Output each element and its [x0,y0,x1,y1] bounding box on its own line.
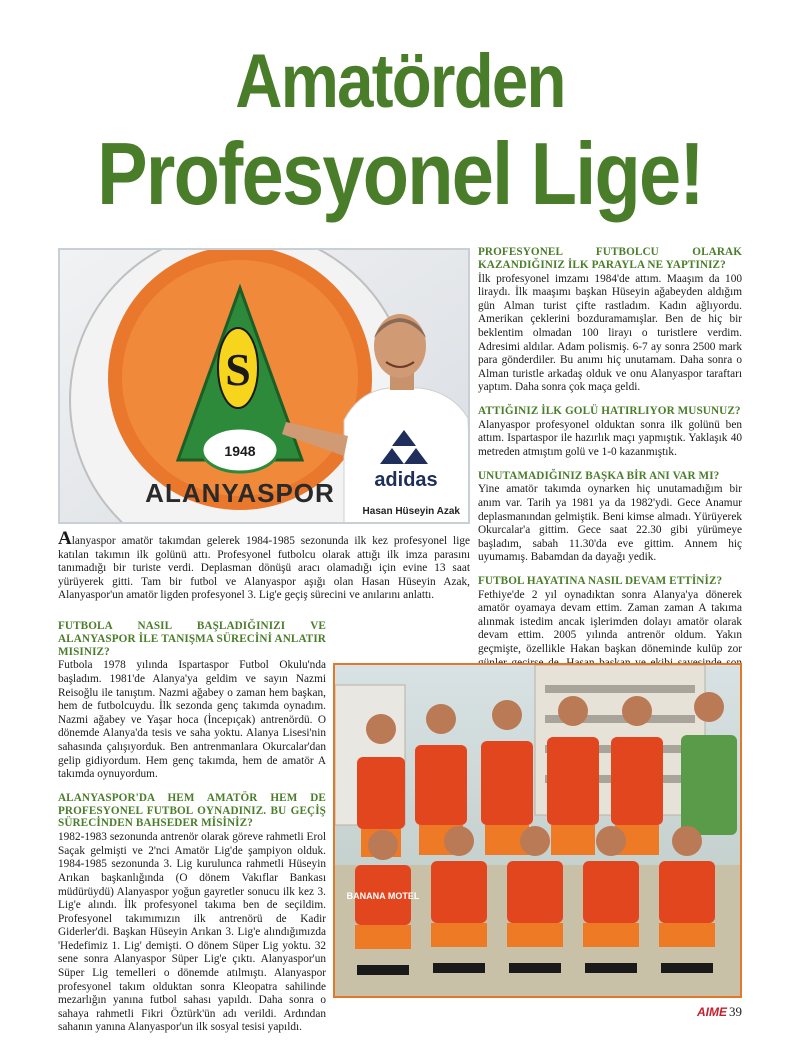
intro-paragraph [58,528,470,603]
photo-team [333,663,742,998]
shirt-brand-text: adidas [374,469,438,491]
magazine-logo: AIME [697,1005,727,1019]
page-title-line-2: Profesyonel Lige! [97,124,703,223]
page-footer [697,1004,742,1020]
section-heading: UNUTAMADIĞINIZ BAŞKA BİR ANI VAR MI? [478,469,720,482]
section-heading: FUTBOL HAYATINA NASIL DEVAM ETTİNİZ? [478,574,723,587]
crest-letter: S [225,344,251,395]
man-shirt [344,388,470,524]
section-body: 1982-1983 sezonunda antrenör olarak göreve rahmetli Erol Saçak gelmişti ve 2'nci Amatör Lig'de şampiyon olduk. 1984-1985 sezonunda 3. Lig kurulunca rahmetli Hüseyin Arıkan başkanlığında (O dönem Vakıflar Bankası müdürüydü) Alanyaspor yoğun gayretler sonucu ilk kez 3. Lig'e alındı. İlk profesyonel takıma ben de seçildim. Profesyonel takımımızın ilk antrenörü de Kadir Giderler'di. Başkan Hüseyin Arıkan 3. Lig'e alındığımızda 'Hedefimiz 1. Lig' demişti. O dönem Süper Lig yoktu. 32 sene sonra Alanyaspor Süper Lig'e çıktı. Alanyaspor'un Süper Lig temelleri o dönemde atılmıştı. Alanyaspor profesyonel takım olduktan sonra Kleopatra sahilinde mezarlığın yanına futbol sahası yapıldı. Daha sonra o sahaya rahmetli Fikri Öztürk'ün adı verildi. Ardından sahanın yanına Alanyaspor'un ilk sosyal tesisi yapıldı. [58,831,326,1034]
crest-name: ALANYASPOR [145,478,335,508]
left-column [58,620,326,1035]
section-body: Yine amatör takımda oynarken hiç unutamadığım bir anım var. Tarih ya 1981 ya da 1982'ydi. Gece Anamur deplasmanından gelmiştik. Beni kimse almadı. Yürüyerek Okurcalar'a gittim. Gece saat 22.30 gibi yürümeye başladım, sabah 11.30'da eve gittim. Annem hiç uyumamış. Babamdan da dayağı yedik. [478,483,742,564]
photo-logo-man [58,248,470,524]
jersey-sponsor-text: BANANA MOTEL [346,891,420,901]
section-body: Alanyaspor profesyonel olduktan sonra ilk golünü ben attım. Ispartaspor ile hazırlık maçı yapmıştık. Yaklaşık 40 metreden atmıştım golü ve 1-0 kazanmıştık. [478,418,742,458]
team-photo-illustration [335,665,742,998]
section-heading: PROFESYONEL FUTBOLCU OLARAK KAZANDIĞINIZ İLK PARAYLA NE YAPTINIZ? [478,246,742,271]
intro-dropcap: A [58,528,72,549]
photo-caption: Hasan Hüseyin Azak [359,505,464,518]
section-heading: FUTBOLA NASIL BAŞLADIĞINIZI VE ALANYASPOR İLE TANIŞMA SÜRECİNİ ANLATIR MISINIZ? [58,620,326,658]
photo-logo-illustration [60,250,470,524]
section-heading: ATTIĞINIZ İLK GOLÜ HATIRLIYOR MUSUNUZ? [478,404,741,417]
section-body: Fethiye'de 2 yıl oynadıktan sonra Alanya'ya dönerek amatör oyamaya devam ettim. Zaman zaman A takıma alınmak istedim ancak işlerimden dolayı amatör olarak devam ettim. 2005 yılında antrenör oldum. Yakın geçmişte, özellikle Hakan başkan döneminde kulüp zor [478,588,742,656]
page-number: 39 [729,1004,742,1019]
section-heading: ALANYASPOR'DA HEM AMATÖR HEM DE PROFESYONEL FUTBOL OYNADINIZ. BU GEÇİŞ SÜRECİNDEN BAHSEDER MİSİNİZ? [58,791,326,830]
crest-year: 1948 [224,443,256,459]
section-body: İlk profesyonel imzamı 1984'de attım. Maaşım da 100 liraydı. İlk maaşımı başkan Hüseyin ağabeyden aldığım gün Alman turist çifte rastladım. Kadın ağlıyordu. Amerikan çeklerini bozduramamışlar. Ben de hiç bir beklentim olmadan 100 lirayı o turistlere verdim. Adresimi aldılar. Adam polismiş. 6-7 ay sonra 2500 mark para gönderdiler. Bu anımı hiç unutamam. Daha sonra o Alman turistle arkadaş olduk ve onu Alanyaspor taraftarı yaptım. Daha sonra çok maça geldi. [478,272,742,394]
section-body: Futbola 1978 yılında Ispartaspor Futbol Okulu'nda başladım. 1981'de Alanya'ya geldim ve sayın Nazmi Reisoğlu ile tanıştım. Nazmi ağabey o zaman hem başkan, hem de futbolcuydu. İlk sezonda genç takımda oynadım. Nazmi ağabey ve Yaşar hoca (İncepıçak) antrenördü. O dönemde Alanya'da tesis ve saha yoktu. Alanya Lisesi'nin sahasında çalışıyorduk. Ben antrenmanlara Okurcalar'dan gelip gidiyordum. Hem genç takımda, hem de amatör A takımda oynuyordum. [58,659,326,781]
intro-text: lanyaspor amatör takımdan gelerek 1984-1985 sezonunda ilk kez profesyonel lige katılan takımın ilk golünü attı. Profesyonel futbolcu olarak attığı ilk imza parasını tanımadığı bir turiste verdi. Deplasman dönüşü aracı olamadığı için evine 13 saat yürüyerek gitti. Tam bir futbol ve Alanyaspor aşığı olan Hasan Hüseyin Azak, Alanyaspor'un amatör ligden profesyonel 3. Lig'e geçiş sürecini ve anılarını anlattı. [58,535,470,602]
page-title-line-1: Amatörden [235,39,565,124]
man-head [374,314,426,378]
